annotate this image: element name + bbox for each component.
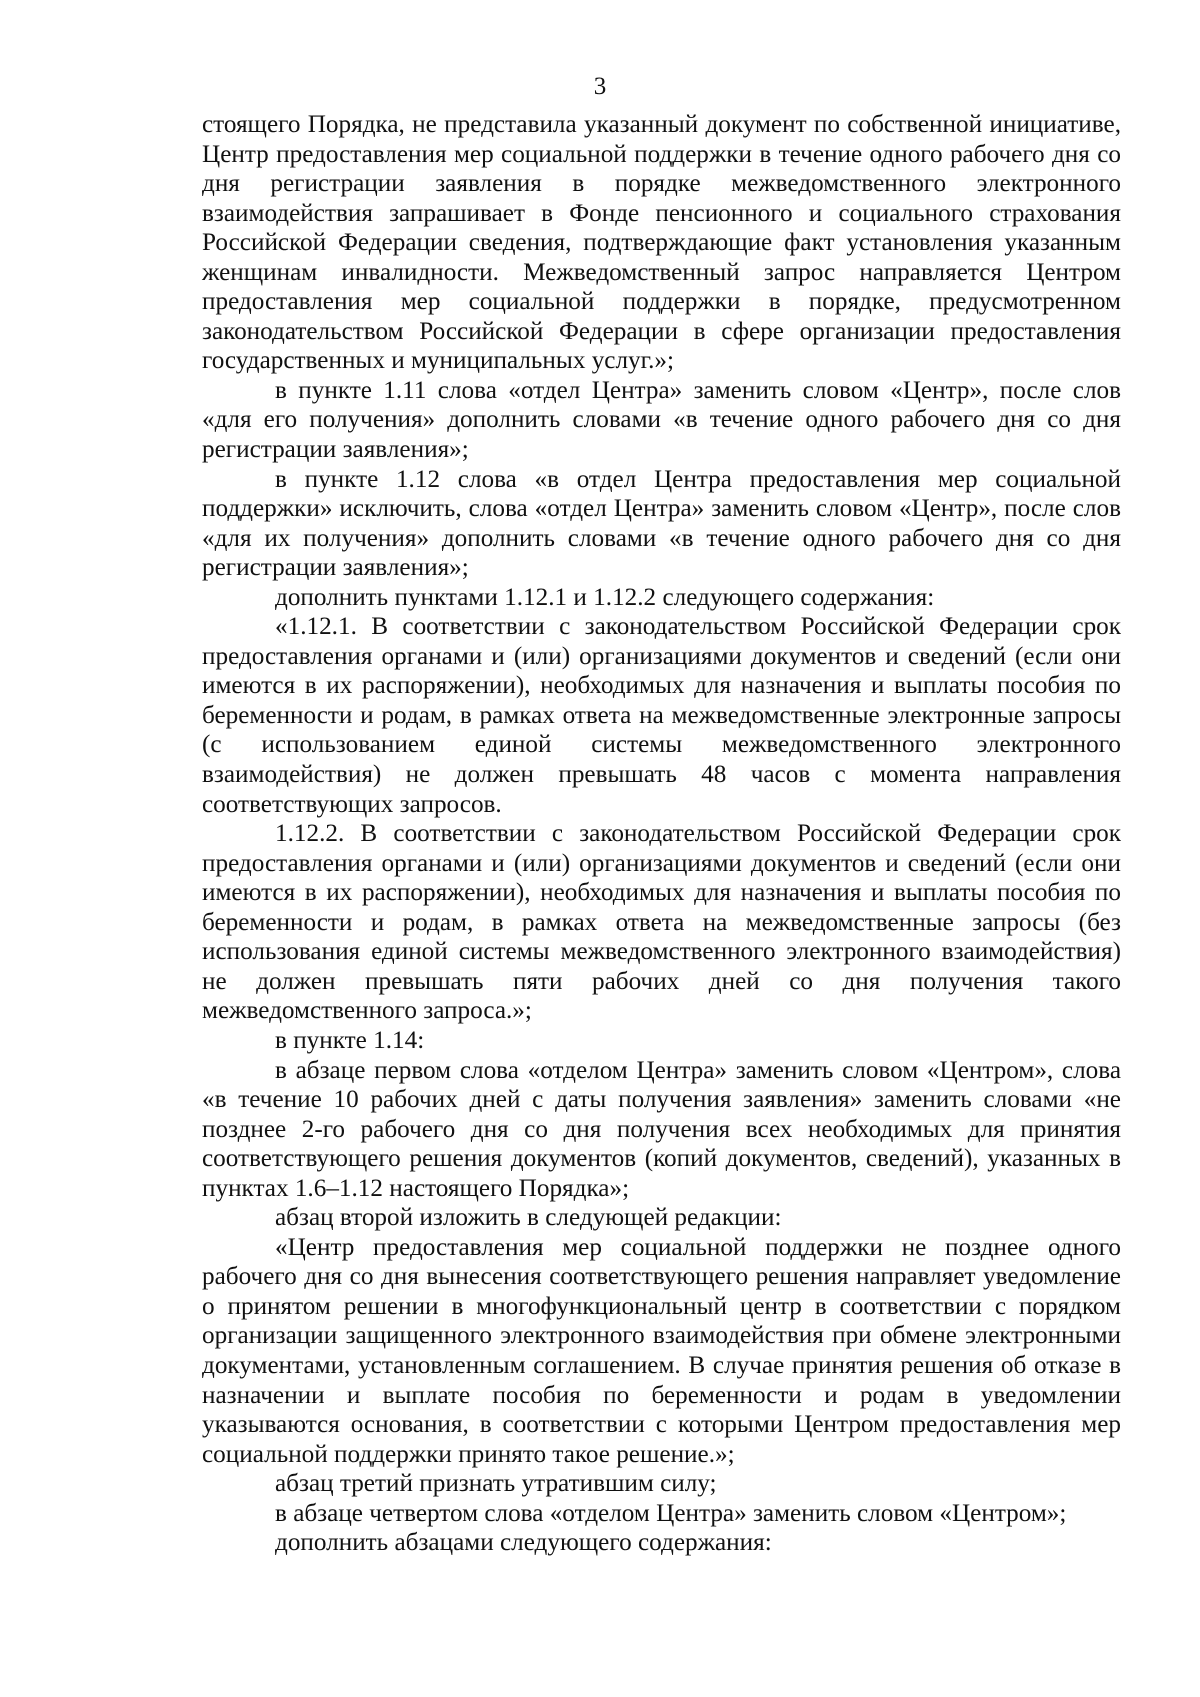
paragraph-first-abzac: в абзаце первом слова «отделом Центра» заменить словом «Центром», слова «в течение 10 рабочих дней с даты получения заявления» заменить словами «не позднее 2-го рабочего дня со дня получения всех необходимых для принятия соответствующего решения документов (копий документов, сведений), указанных в пунктах 1.6–1.12 настоящего Порядка»;: [202, 1056, 1121, 1202]
paragraph-add-abzacs: дополнить абзацами следующего содержания:: [275, 1529, 772, 1557]
paragraph-item-1-14: в пункте 1.14:: [275, 1026, 425, 1054]
paragraph-add-items: дополнить пунктами 1.12.1 и 1.12.2 следующего содержания:: [275, 583, 935, 611]
paragraph-third-abzac: абзац третий признать утратившим силу;: [275, 1470, 717, 1498]
paragraph-continuation: стоящего Порядка, не представила указанный документ по собственной инициативе, Центр предоставления мер социальной поддержки в течение одного рабочего дня со дня регистрации заявления в порядке межведомственного электронного взаимодействия запрашивает в Фонде пенсионного и социального страхования Российской Федерации сведения, подтверждающие факт установления указанным женщинам инвалидности. Межведомственный запрос направляется Центром предоставления мер социальной поддержки в порядке, предусмотренном законодательством Российской Федерации в сфере организации предоставления государственных и муниципальных услуг.»;: [202, 111, 1121, 375]
paragraph-item-1-11: в пункте 1.11 слова «отдел Центра» заменить словом «Центр», после слов «для его получения» дополнить словами «в течение одного рабочего дня со дня регистрации заявления»;: [202, 376, 1121, 464]
paragraph-item-1-12: в пункте 1.12 слова «в отдел Центра предоставления мер социальной поддержки» исключить, слова «отдел Центра» заменить словом «Центр», после слов «для их получения» дополнить словами «в течение одного рабочего дня со дня регистрации заявления»;: [202, 465, 1121, 582]
paragraph-second-abzac-text: «Центр предоставления мер социальной поддержки не позднее одного рабочего дня со дня вынесения соответствующего решения направляет уведомление о принятом решении в многофункциональный центр в соответствии с порядком организации защищенного электронного взаимодействия при обмене электронными документами, установленным соглашением. В случае принятия решения об отказе в назначении и выплате пособия по беременности и родам в уведомлении указываются основания, в соответствии с которыми Центром предоставления мер социальной поддержки принято такое решение.»;: [202, 1233, 1121, 1468]
paragraph-fourth-abzac: в абзаце четвертом слова «отделом Центра» заменить словом «Центром»;: [275, 1499, 1067, 1527]
paragraph-item-1-12-2: 1.12.2. В соответствии с законодательством Российской Федерации срок предоставления органами и (или) организациями документов и сведений (если они имеются в их распоряжении), необходимых для назначения и выплаты пособия по беременности и родам, в рамках ответа на межведомственные запросы (без использования единой системы межведомственного электронного взаимодействия) не должен превышать пяти рабочих дней со дня получения такого межведомственного запроса.»;: [202, 820, 1121, 1025]
paragraph-second-abzac-intro: абзац второй изложить в следующей редакции:: [275, 1204, 782, 1232]
paragraph-item-1-12-1: «1.12.1. В соответствии с законодательством Российской Федерации срок предоставления органами и (или) организациями документов и сведений (если они имеются в их распоряжении), необходимых для назначения и выплаты пособия по беременности и родам, в рамках ответа на межведомственные электронные запросы (с использованием единой системы межведомственного электронного взаимодействия) не должен превышать 48 часов с момента направления соответствующих запросов.: [202, 613, 1121, 818]
page-number: 3: [593, 73, 607, 100]
document-body: [202, 110, 1121, 1558]
